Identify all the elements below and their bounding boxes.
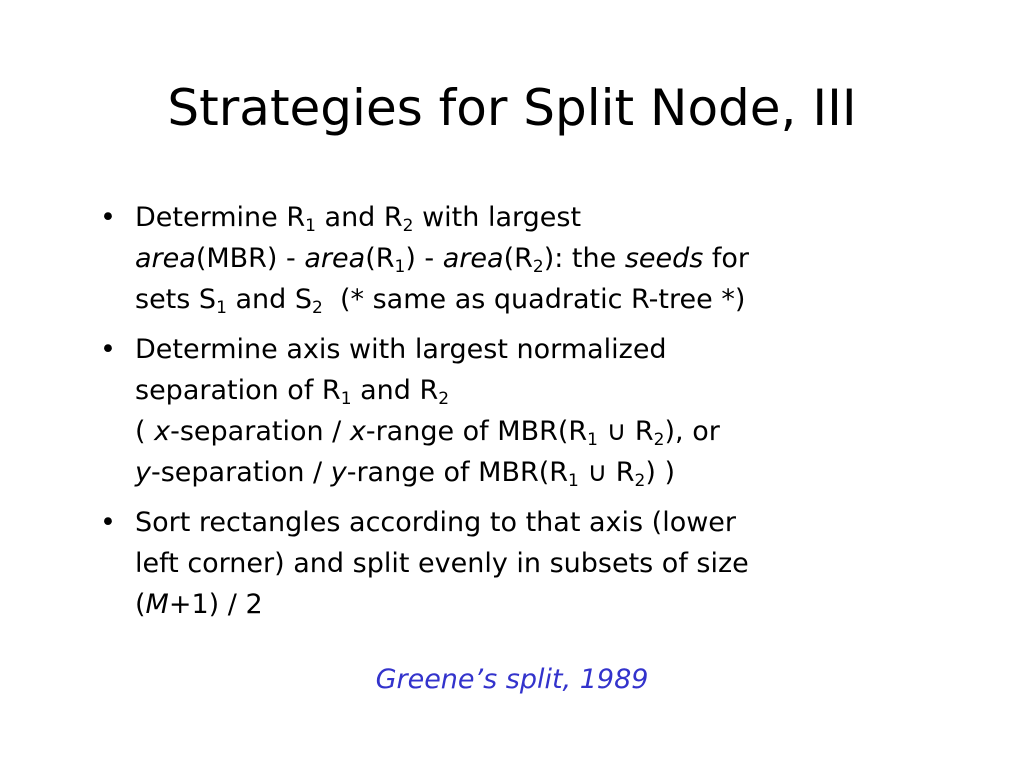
- subscript: 2: [438, 389, 450, 409]
- bullet-dot-icon: •: [100, 202, 116, 233]
- bullet-2-line-4: [135, 452, 980, 493]
- text-fragment: for: [703, 243, 750, 274]
- subscript: 2: [402, 216, 414, 236]
- slide-title: Strategies for Split Node, III: [167, 79, 857, 137]
- bullet-1-line-1: [135, 197, 980, 238]
- text-fragment: ∪ R: [597, 416, 654, 447]
- subscript: 1: [216, 298, 227, 318]
- bullet-item-sort: [100, 502, 980, 625]
- subscript: 2: [653, 430, 665, 450]
- italic-term: y: [330, 457, 347, 488]
- text-fragment: -range of MBR(R: [365, 416, 588, 447]
- italic-term: y: [135, 457, 151, 488]
- text-fragment: and S: [226, 284, 312, 315]
- italic-term: area: [304, 243, 366, 274]
- text-fragment: ∪ R: [578, 457, 635, 488]
- subscript: 1: [340, 389, 352, 409]
- subscript: 2: [312, 298, 323, 318]
- bullet-2-line-3: [135, 411, 980, 452]
- text-fragment: (MBR) -: [195, 243, 305, 274]
- text-fragment: -separation /: [150, 457, 331, 488]
- bullet-item-seeds: [100, 197, 980, 320]
- subscript: 2: [634, 471, 646, 491]
- bullet-2-line-2: [135, 370, 980, 411]
- text-fragment: (: [135, 589, 146, 620]
- bullet-dot-icon: •: [100, 507, 116, 538]
- subscript: 1: [568, 471, 579, 491]
- bullet-dot-icon: •: [100, 334, 116, 365]
- text-fragment: (R: [365, 243, 395, 274]
- text-fragment: Determine R: [135, 202, 306, 233]
- bullet-3-line-2: left corner) and split evenly in subsets of size: [135, 548, 749, 579]
- text-fragment: ), or: [664, 416, 720, 447]
- subscript: 1: [394, 257, 406, 277]
- text-fragment: ) ): [645, 457, 676, 488]
- text-fragment: -range of MBR(R: [346, 457, 569, 488]
- italic-term: x: [349, 416, 366, 447]
- text-fragment: ): the: [543, 243, 625, 274]
- text-fragment: with largest: [413, 202, 582, 233]
- italic-term: M: [145, 589, 169, 620]
- subscript: 2: [532, 257, 544, 277]
- italic-term: x: [154, 416, 171, 447]
- text-fragment: and R: [315, 202, 403, 233]
- text-fragment: (* same as quadratic R-tree *): [322, 284, 746, 315]
- subscript: 1: [587, 430, 598, 450]
- bullet-list: [100, 197, 980, 634]
- text-fragment: and R: [351, 375, 439, 406]
- bullet-3-line-1: Sort rectangles according to that axis (lower: [135, 507, 737, 538]
- text-fragment: -separation /: [170, 416, 350, 447]
- italic-term: seeds: [624, 243, 704, 274]
- bullet-3-line-3: [135, 584, 980, 625]
- text-fragment: (R: [503, 243, 533, 274]
- subscript: 1: [305, 216, 316, 236]
- citation: Greene’s split, 1989: [375, 664, 649, 695]
- bullet-1-line-3: [135, 279, 980, 320]
- text-fragment: ) -: [405, 243, 443, 274]
- text-fragment: sets S: [135, 284, 217, 315]
- bullet-2-line-1: Determine axis with largest normalized: [135, 334, 667, 365]
- bullet-item-axis: [100, 329, 980, 493]
- text-fragment: +1) / 2: [168, 589, 263, 620]
- italic-term: area: [135, 243, 196, 274]
- text-fragment: separation of R: [135, 375, 341, 406]
- italic-term: area: [442, 243, 504, 274]
- text-fragment: (: [135, 416, 155, 447]
- bullet-1-line-2: [135, 238, 980, 279]
